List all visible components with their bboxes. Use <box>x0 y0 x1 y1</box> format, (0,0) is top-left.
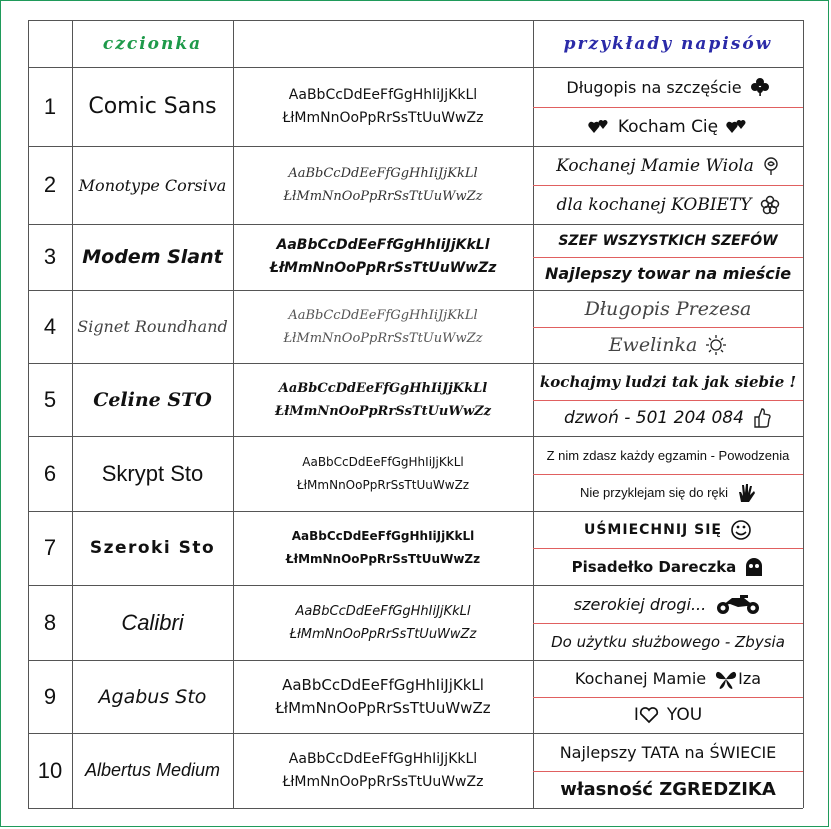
example-text: Najlepszy towar na mieście <box>544 264 792 283</box>
font-name: Celine STO <box>93 388 212 411</box>
example-text: UŚMIECHNIJ SIĘ <box>583 521 722 538</box>
example-line-1 <box>533 436 803 474</box>
alphabet-line-2: ŁłMmNnOoPpRrSsTtUuWwZz <box>274 403 492 419</box>
row-number: 8 <box>43 609 57 635</box>
example-line-1 <box>533 511 803 548</box>
alphabet-line-1: AaBbCcDdEeFfGgHhIiJjKkLl <box>302 454 464 469</box>
example-line-1 <box>533 290 803 327</box>
alphabet-line-2: ŁłMmNnOoPpRrSsTtUuWwZz <box>282 109 484 126</box>
hearts-icon <box>726 118 748 136</box>
hand-icon <box>736 482 756 504</box>
alphabet-line-2: ŁłMmNnOoPpRrSsTtUuWwZz <box>275 698 491 717</box>
example-line-2 <box>533 697 803 733</box>
alphabet-line-1: AaBbCcDdEeFfGgHhIiJjKkLl <box>278 380 488 396</box>
row-number: 9 <box>43 683 57 709</box>
font-name: Skrypt Sto <box>101 460 204 486</box>
alphabet-sample <box>233 224 533 290</box>
row-number: 1 <box>43 93 57 119</box>
example-line-2 <box>533 107 803 146</box>
alphabet-sample <box>233 290 533 363</box>
example-line-2 <box>533 623 803 660</box>
example-text: dla kochanej KOBIETY <box>556 194 752 215</box>
example-text: Z nim zdasz każdy egzamin - Powodzenia <box>546 447 790 463</box>
alphabet-line-2: ŁłMmNnOoPpRrSsTtUuWwZz <box>283 330 483 346</box>
header-examples-column: przykłady napisów <box>563 33 773 54</box>
alphabet-sample <box>233 660 533 733</box>
example-line-2 <box>533 548 803 585</box>
example-line-1 <box>533 224 803 257</box>
example-text: Kochanej Mamie <box>574 669 707 688</box>
example-line-2 <box>533 474 803 511</box>
row-number: 10 <box>37 757 63 783</box>
example-line-1 <box>533 363 803 400</box>
alphabet-sample <box>233 511 533 585</box>
example-text: Długopis na szczęście <box>566 77 742 97</box>
example-text: SZEF WSZYSTKICH SZEFÓW <box>558 232 778 249</box>
sun-icon <box>705 334 727 356</box>
alphabet-line-1: AaBbCcDdEeFfGgHhIiJjKkLl <box>295 603 471 619</box>
row-number: 5 <box>43 386 57 412</box>
example-text: dzwoń - 501 204 084 <box>564 408 744 428</box>
example-text: własność ZGREDZIKA <box>560 779 776 800</box>
flower-icon <box>760 195 780 215</box>
row-divider <box>28 808 803 809</box>
clover-icon <box>750 77 770 97</box>
example-line-1 <box>533 660 803 697</box>
alphabet-sample <box>233 363 533 436</box>
example-text: YOU <box>666 705 703 725</box>
alphabet-line-2: ŁłMmNnOoPpRrSsTtUuWwZz <box>289 626 477 642</box>
alphabet-line-1: AaBbCcDdEeFfGgHhIiJjKkLl <box>288 86 478 103</box>
example-line-1 <box>533 585 803 623</box>
example-text: szerokiej drogi... <box>573 594 707 614</box>
alphabet-sample <box>233 67 533 146</box>
alphabet-line-2: ŁłMmNnOoPpRrSsTtUuWwZz <box>269 260 497 276</box>
alphabet-sample <box>233 436 533 511</box>
alphabet-sample <box>233 146 533 224</box>
example-line-2 <box>533 771 803 808</box>
example-line-2 <box>533 400 803 436</box>
alphabet-line-1: AaBbCcDdEeFfGgHhIiJjKkLl <box>288 750 478 767</box>
example-line-1 <box>533 146 803 185</box>
alphabet-line-2: ŁłMmNnOoPpRrSsTtUuWwZz <box>283 189 483 204</box>
example-line-2 <box>533 185 803 224</box>
example-prefix: I <box>633 705 639 725</box>
column-divider <box>803 20 804 808</box>
alphabet-sample <box>233 733 533 808</box>
row-number: 7 <box>43 535 57 560</box>
thumbs-up-icon <box>752 407 772 429</box>
butterfly-icon <box>714 668 738 690</box>
example-text: Kocham Cię <box>617 116 719 137</box>
alphabet-line-1: AaBbCcDdEeFfGgHhIiJjKkLl <box>276 237 490 253</box>
font-name: Comic Sans <box>88 94 217 119</box>
font-samples-table <box>28 20 803 808</box>
font-name: Agabus Sto <box>98 685 207 708</box>
header-font-column: czcionka <box>102 33 203 54</box>
example-line-2 <box>533 327 803 363</box>
alphabet-line-2: ŁłMmNnOoPpRrSsTtUuWwZz <box>296 477 470 492</box>
example-text: kochajmy ludzi tak jak siebie ! <box>539 372 797 391</box>
alphabet-sample <box>233 585 533 660</box>
row-number: 6 <box>43 460 57 486</box>
example-text: Do użytku służbowego - Zbysia <box>551 632 785 651</box>
row-number: 2 <box>43 172 57 197</box>
alphabet-line-1: AaBbCcDdEeFfGgHhIiJjKkLl <box>291 529 475 543</box>
alphabet-line-1: AaBbCcDdEeFfGgHhIiJjKkLl <box>282 675 484 694</box>
example-text: Pisadełko Dareczka <box>571 557 737 576</box>
motorcycle-icon <box>714 593 762 615</box>
hearts-icon <box>588 118 610 136</box>
example-text: Nie przyklejam się do ręki <box>579 485 729 500</box>
example-line-1 <box>533 67 803 107</box>
font-name: Modem Slant <box>82 246 223 268</box>
example-text: Najlepszy TATA na ŚWIECIE <box>559 742 777 762</box>
font-name: Signet Roundhand <box>77 317 228 336</box>
smiley-icon <box>730 519 752 541</box>
example-line-1 <box>533 733 803 771</box>
example-line-2 <box>533 257 803 290</box>
font-name: Albertus Medium <box>84 760 221 780</box>
alphabet-line-2: ŁłMmNnOoPpRrSsTtUuWwZz <box>282 773 484 790</box>
example-text: Ewelinka <box>608 334 698 356</box>
alphabet-line-2: ŁłMmNnOoPpRrSsTtUuWwZz <box>285 552 481 566</box>
font-name: Szeroki Sto <box>89 538 216 558</box>
alphabet-line-1: AaBbCcDdEeFfGgHhIiJjKkLl <box>288 166 478 181</box>
example-text: Kochanej Mamie Wiola <box>556 155 754 176</box>
ghost-icon <box>744 557 764 577</box>
row-number: 3 <box>43 244 57 269</box>
example-text: Długopis Prezesa <box>584 297 752 320</box>
font-name: Calibri <box>121 609 184 635</box>
example-suffix: Iza <box>738 669 762 688</box>
heart-icon <box>639 706 659 724</box>
row-number: 4 <box>43 313 57 339</box>
rose-icon <box>762 156 780 176</box>
font-name: Monotype Corsiva <box>78 175 227 195</box>
alphabet-line-1: AaBbCcDdEeFfGgHhIiJjKkLl <box>288 307 478 323</box>
